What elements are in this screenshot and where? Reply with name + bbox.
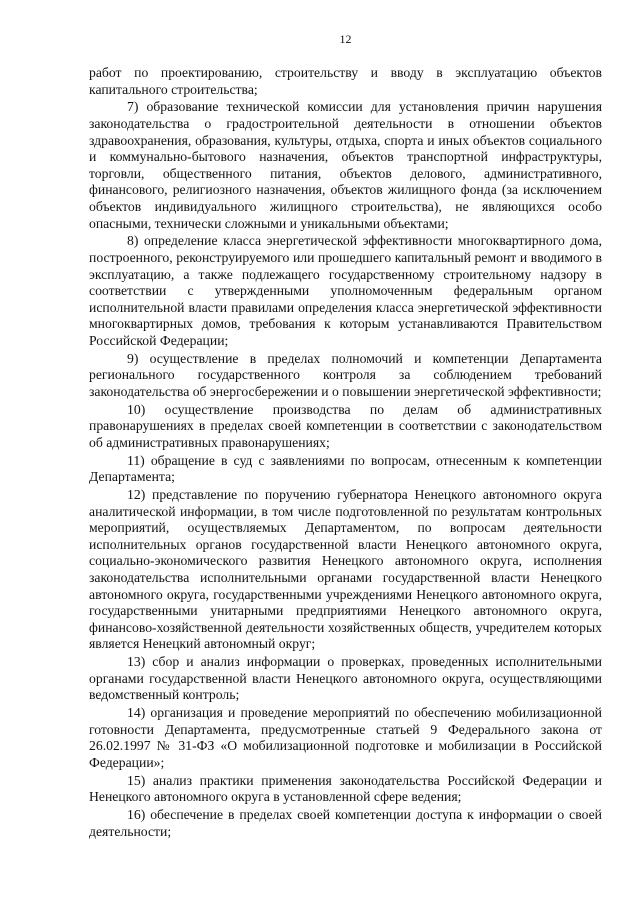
paragraph: работ по проектированию, строительству и вводу в эксплуатацию объектов капитального строительства; <box>89 65 602 97</box>
paragraph-item-14: 14) организация и проведение мероприятий по обеспечению мобилизационной готовности Департамента, предусмотренные статьей 9 Федерального закона от 26.02.1997 № 31-ФЗ «О мобилизационной подготовке и мобилизации в Российской Федерации»; <box>89 705 602 770</box>
paragraph-item-11: 11) обращение в суд с заявлениями по вопросам, отнесенным к компетенции Департамента; <box>89 452 602 485</box>
page-number: 12 <box>339 32 352 46</box>
paragraph-item-15: 15) анализ практики применения законодательства Российской Федерации и Ненецкого автономного округа в установленной сфере ведения; <box>89 772 602 805</box>
paragraph-item-10: 10) осуществление производства по делам об административных правонарушениях в пределах своей компетенции в соответствии с законодательством об административных правонарушениях; <box>89 401 602 450</box>
paragraph-item-13: 13) сбор и анализ информации о проверках, проведенных исполнительными органами государственной власти Ненецкого автономного округа, осуществляющими ведомственный контроль; <box>89 654 602 703</box>
paragraph-item-7: 7) образование технической комиссии для установления причин нарушения законодательства о градостроительной деятельности в отношении объектов здравоохранения, образования, культуры, отдыха, спорта и иных объектов социального и коммунально-бытового назначения, объектов транспортной инфраструктуры, торговли, общественного питания, объектов делового, административного, финансового, религиозного назначения, объектов жилищного фонда (за исключением объектов индивидуального жилищного строительства), не являющихся особо опасными, технически сложными и уникальными объектами; <box>89 99 602 231</box>
paragraph-item-9: 9) осуществление в пределах полномочий и компетенции Департамента регионального государственного контроля за соблюдением требований законодательства об энергосбережении и о повышении энергетической эффективности; <box>89 350 602 399</box>
paragraph-item-12: 12) представление по поручению губернатора Ненецкого автономного округа аналитической информации, в том числе подготовленной по результатам контрольных мероприятий, осуществляемых Департаментом, по вопросам деятельности исполнительных органов государственной власти Ненецкого автономного округа, социально-экономического развития Ненецкого автономного округа, исполнения законодательства исполнительными органами государственной власти Ненецкого автономного округа, государственными учреждениями Ненецкого автономного округа, государственными унитарными предприятиями Ненецкого автономного округа, финансово-хозяйственной деятельности хозяйственных обществ, учредителем которых является Ненецкий автономный округ; <box>89 486 602 652</box>
paragraph-item-8: 8) определение класса энергетической эффективности многоквартирного дома, построенного, реконструируемого или прошедшего капитальный ремонт и вводимого в эксплуатацию, а также подлежащего государственному строительному надзору в соответствии с утвержденными уполномоченным федеральным органом исполнительной власти правилами определения класса энергетической эффективности многоквартирных домов, требования к которым устанавливаются Правительством Российской Федерации; <box>89 233 602 348</box>
paragraph-item-16: 16) обеспечение в пределах своей компетенции доступа к информации о своей деятельности; <box>89 807 602 839</box>
document-body <box>89 65 602 840</box>
